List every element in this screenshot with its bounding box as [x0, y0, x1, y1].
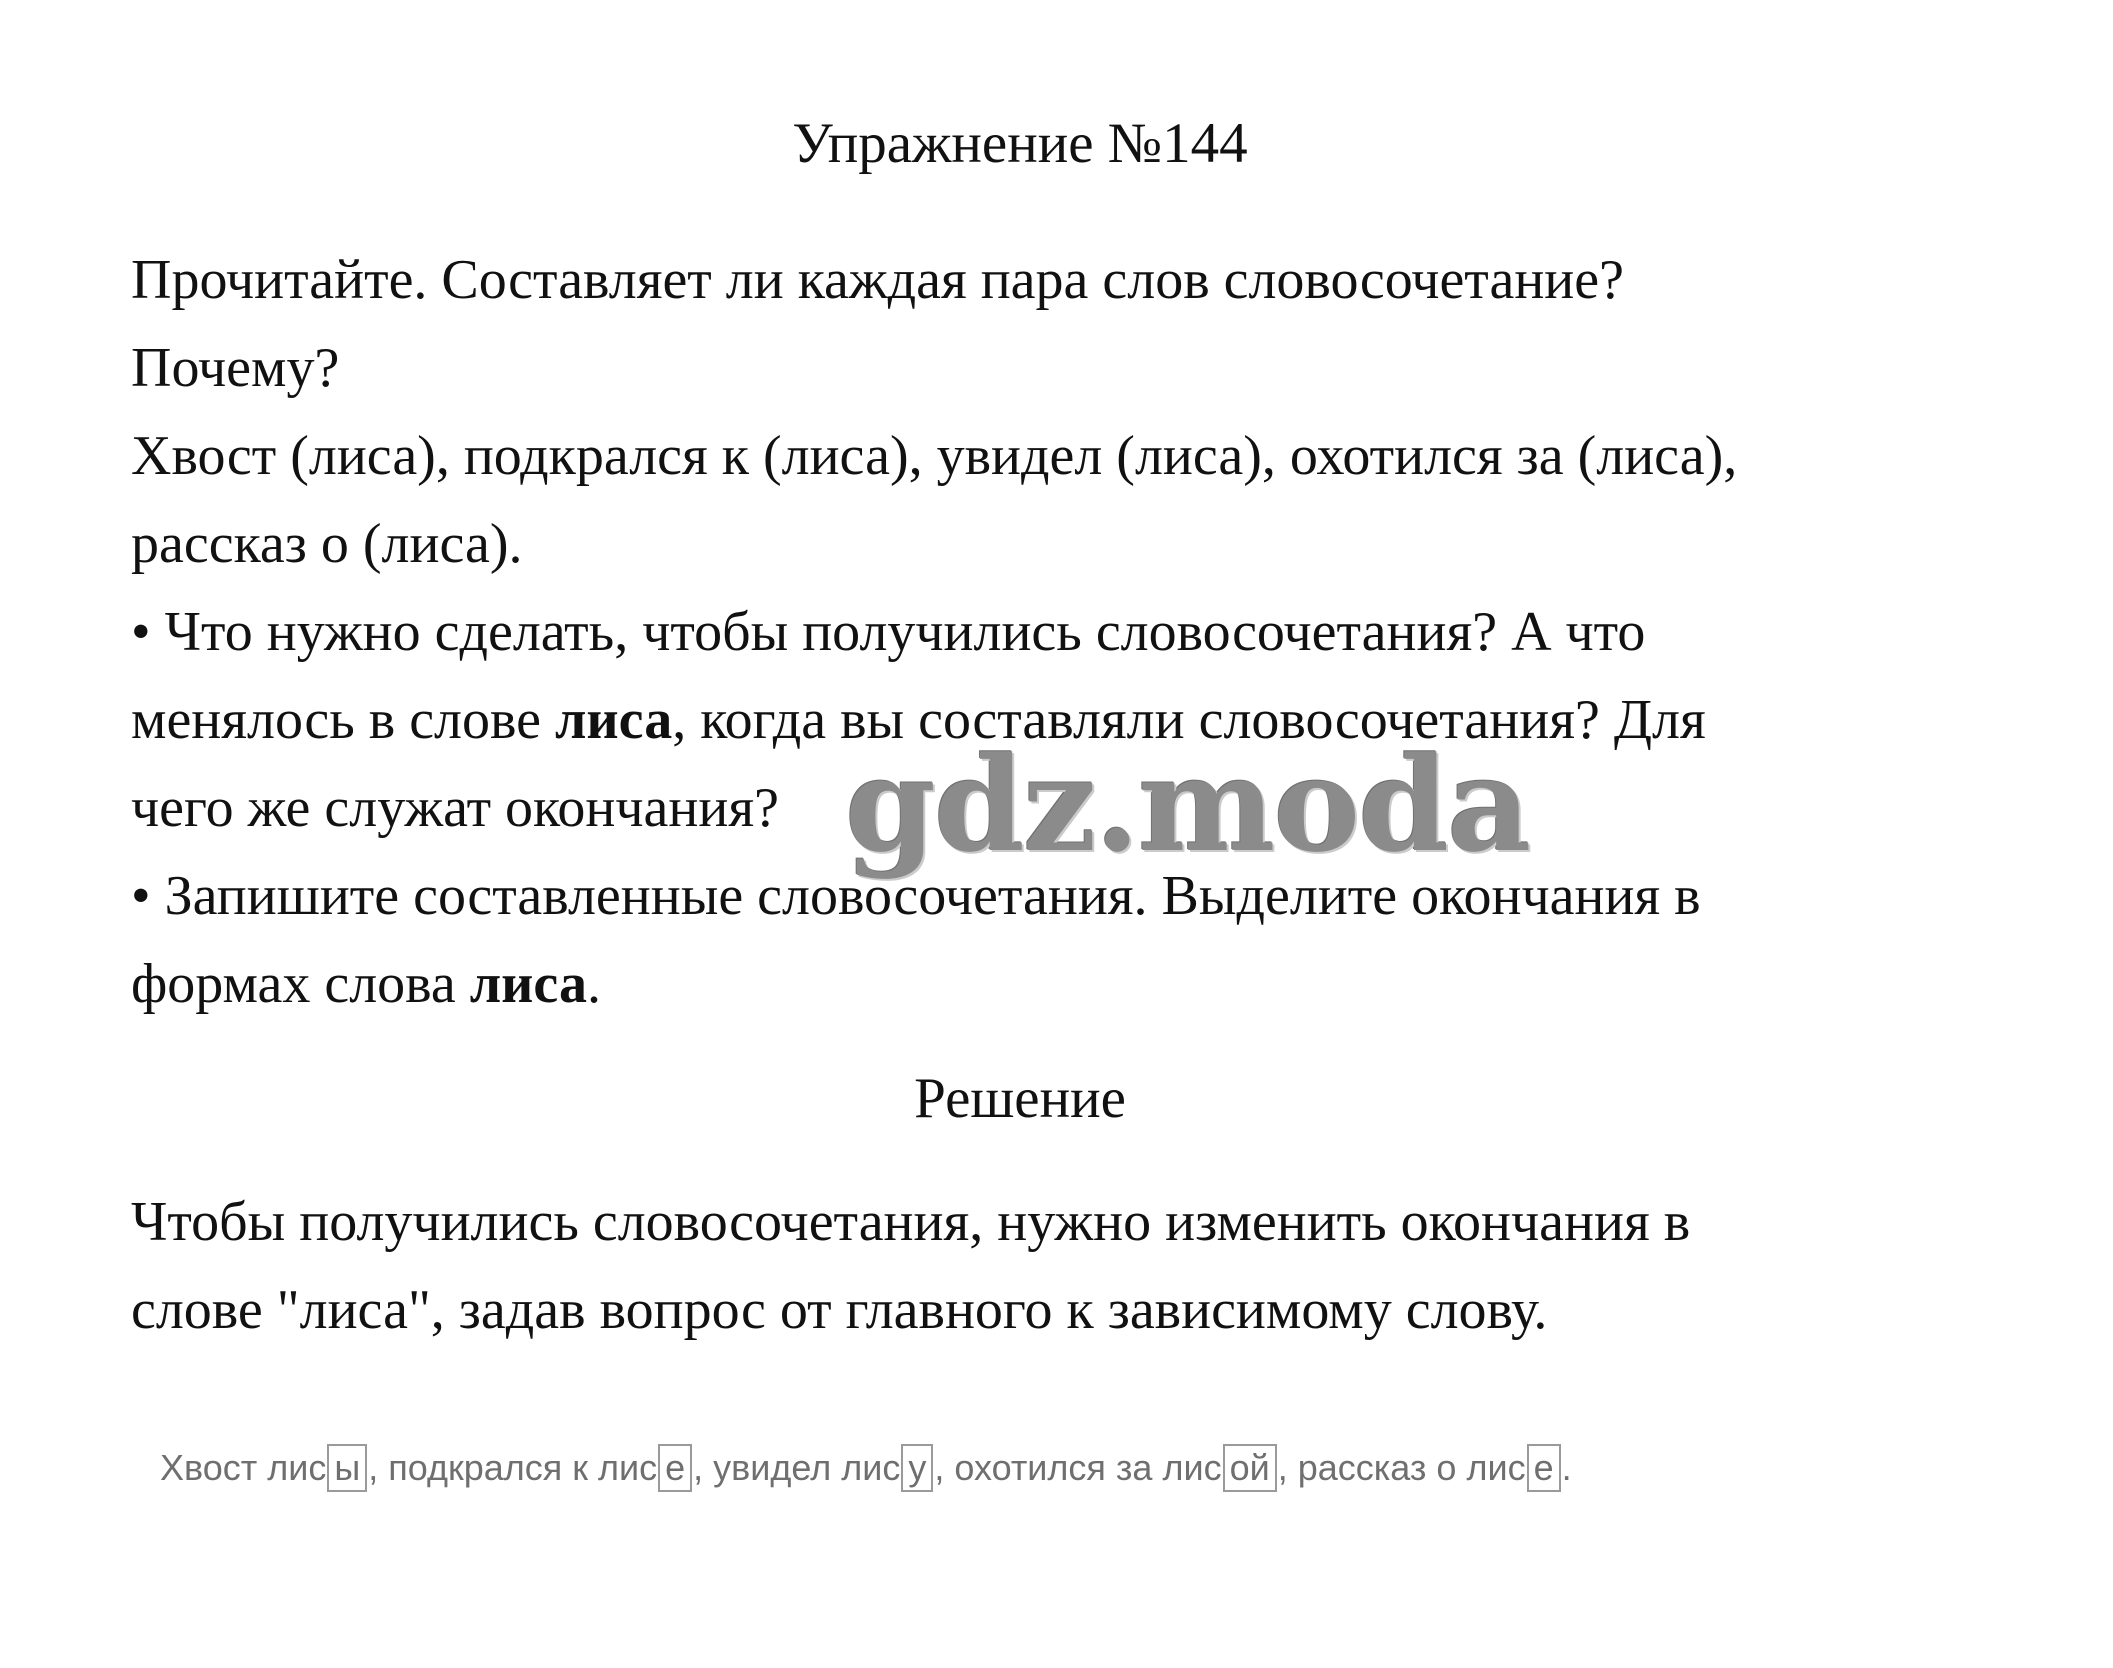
- task-line: • Что нужно сделать, чтобы получились словосочетания? А что: [131, 601, 1646, 663]
- task-line: [131, 940, 2031, 1028]
- word-stem: , подкрался к лис: [368, 1447, 658, 1488]
- task-text-segment: .: [586, 953, 601, 1015]
- solution-line: слове "лиса", задав вопрос от главного к зависимому слову.: [131, 1279, 1548, 1341]
- task-line: рассказ о (лиса).: [131, 513, 523, 575]
- task-line: [131, 676, 2031, 764]
- task-line: Почему?: [131, 337, 340, 399]
- word-stem: , охотился за лис: [934, 1447, 1222, 1488]
- bold-word: лиса: [469, 953, 587, 1015]
- word-stem: , рассказ о лис: [1277, 1447, 1526, 1488]
- phrases-with-endings: [160, 1440, 1572, 1496]
- word-stem: Хвост лис: [160, 1447, 327, 1488]
- solution-text: [131, 1178, 2031, 1354]
- task-line: • Запишите составленные словосочетания. Выделите окончания в: [131, 865, 1701, 927]
- ending-box: у: [901, 1444, 933, 1492]
- task-text-segment: менялось в слове: [131, 689, 555, 751]
- exercise-title: Упражнение №144: [792, 112, 1248, 175]
- task-text-segment: , когда вы составляли словосочетания? Для: [672, 689, 1706, 751]
- final-period: .: [1561, 1447, 1572, 1488]
- ending-box: е: [658, 1444, 692, 1492]
- solution-heading: Решение: [914, 1067, 1126, 1130]
- task-line: чего же служат окончания?: [131, 777, 779, 839]
- task-text-segment: формах слова: [131, 953, 470, 1015]
- ending-box: ой: [1223, 1444, 1277, 1492]
- bold-word: лиса: [554, 689, 673, 751]
- word-stem: , увидел лис: [693, 1447, 901, 1488]
- task-line: Хвост (лиса), подкрался к (лиса), увидел (лиса), охотился за (лиса),: [131, 425, 1738, 487]
- task-text: [131, 236, 2031, 1028]
- ending-box: ы: [327, 1444, 367, 1492]
- solution-line: Чтобы получились словосочетания, нужно изменить окончания в: [131, 1191, 1691, 1253]
- watermark-logo: gdz.moda: [845, 728, 1530, 881]
- task-line: Прочитайте. Составляет ли каждая пара слов словосочетание?: [131, 249, 1624, 311]
- ending-box: е: [1527, 1444, 1561, 1492]
